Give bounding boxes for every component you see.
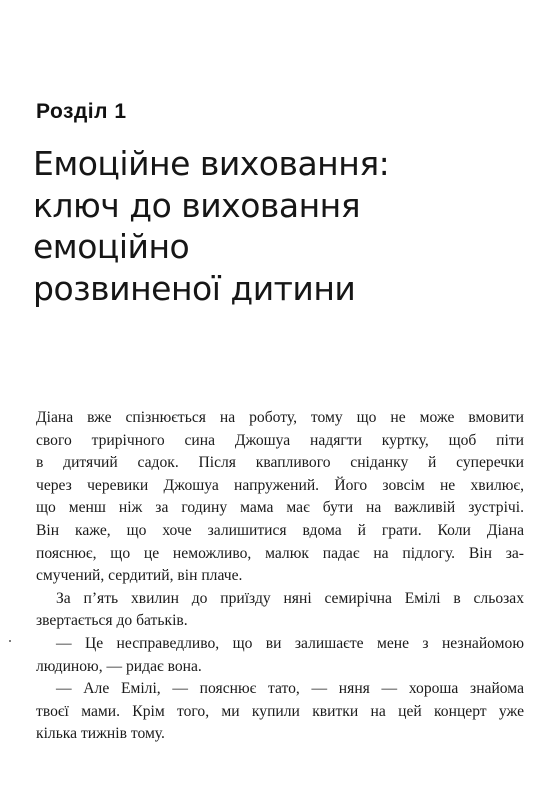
text-line: через черевики Джошуа напружений. Його зовсім не хвилює, bbox=[36, 476, 524, 494]
title-line: ключ до виховання bbox=[33, 185, 361, 225]
text-line: кілька тижнів тому. bbox=[36, 725, 165, 743]
text-line: твоєї мами. Крім того, ми купили квитки на цей концерт уже bbox=[36, 702, 524, 720]
scan-speck bbox=[9, 640, 11, 642]
text-line: — Але Емілі, — пояснює тато, — няня — хороша знайома bbox=[56, 680, 524, 698]
body-text bbox=[36, 407, 524, 746]
text-line: Він каже, що хоче залишитися вдома й грати. Коли Діана bbox=[36, 521, 524, 539]
chapter-title bbox=[33, 143, 533, 309]
text-line: звертається до батьків. bbox=[36, 612, 188, 630]
text-line: смучений, сердитий, він плаче. bbox=[36, 567, 243, 585]
text-line: людиною, — ридає вона. bbox=[36, 657, 202, 675]
title-line: емоційно bbox=[33, 227, 190, 266]
title-line: розвиненої дитини bbox=[33, 268, 356, 308]
text-line: свого трирічного сина Джошуа надягти куртку, щоб піти bbox=[36, 431, 524, 449]
chapter-label: Розділ 1 bbox=[36, 100, 127, 123]
text-line: — Це несправедливо, що ви залишаєте мене з незнайомою bbox=[56, 634, 524, 652]
text-line: в дитячий садок. Після квапливого сніданку й суперечки bbox=[36, 454, 524, 472]
text-line: що менш ніж за годину мама має бути на важливій зустрічі. bbox=[36, 499, 524, 517]
text-line: пояснює, що це неможливо, малюк падає на підлогу. Він за- bbox=[36, 544, 524, 562]
text-line: За п’ять хвилин до приїзду няні семирічна Емілі в сльозах bbox=[56, 589, 524, 607]
title-line: Емоційне виховання: bbox=[33, 144, 390, 183]
text-line: Діана вже спізнюється на роботу, тому що не може вмовити bbox=[36, 409, 524, 426]
